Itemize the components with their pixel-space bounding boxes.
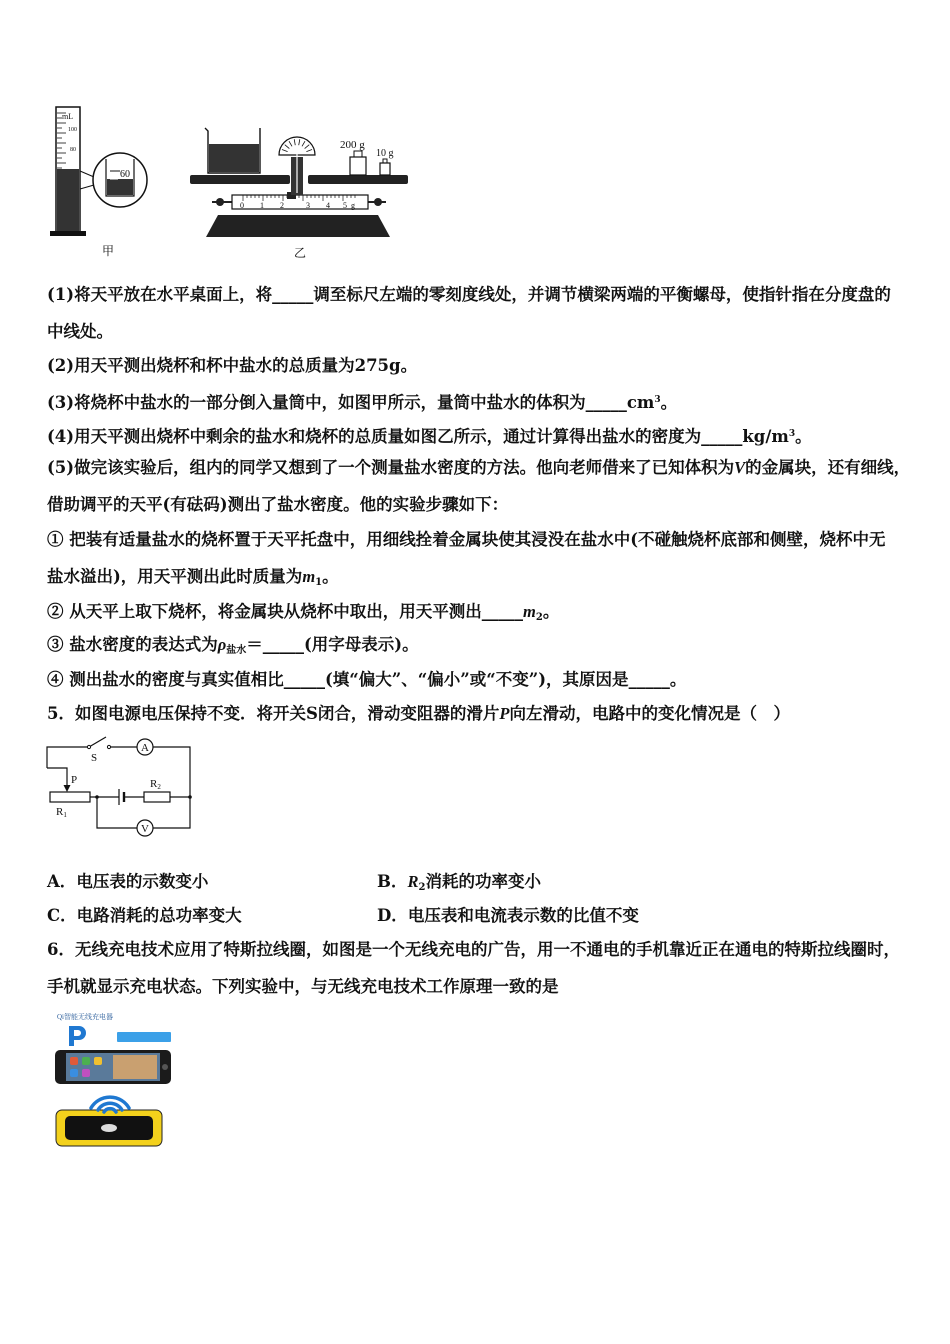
- q6-stem: [47, 938, 900, 962]
- circuit-diagram: [40, 730, 200, 842]
- phone-home-button: [162, 1064, 168, 1070]
- voltmeter-label: V: [141, 823, 149, 835]
- ammeter-label: A: [141, 742, 149, 754]
- step3-end: (用字母表示)。: [304, 635, 419, 654]
- zoom-reading: 60: [120, 169, 130, 180]
- figure-jia-cylinder: [50, 107, 147, 258]
- variable-subscript: 2: [535, 612, 543, 623]
- answer-blank: _____: [701, 427, 743, 446]
- cylinder-unit: mL: [62, 112, 74, 121]
- answer-blank: _____: [481, 602, 523, 621]
- part2-line: [47, 354, 417, 378]
- option-text: 电压表和电流表示数的比值不变: [407, 906, 639, 925]
- ad-badge: [117, 1032, 171, 1042]
- q6-stem-text-cont: 手机就显示充电状态。下列实验中，与无线充电技术工作原理一致的是: [47, 977, 559, 996]
- part5-line: [47, 456, 910, 480]
- ad-title: Qi智能无线充电器: [57, 1013, 113, 1021]
- resistor-label: [150, 778, 161, 791]
- option-key: B．: [377, 872, 408, 891]
- weight-200g: [350, 157, 366, 175]
- part4-end: 。: [795, 427, 812, 446]
- option-text: 电路消耗的总功率变大: [76, 906, 242, 925]
- answer-blank: _____: [585, 393, 627, 412]
- q5-option-b: [377, 870, 541, 894]
- step1-line-wrap: [47, 565, 339, 589]
- answer-blank: _____: [283, 670, 325, 689]
- part4-line: [47, 422, 812, 446]
- pan-right: [308, 175, 408, 184]
- phone-app-icon: [82, 1069, 90, 1077]
- figure-yi-balance: [190, 128, 408, 260]
- part1-text-end: 中线处。: [47, 322, 113, 341]
- weight-10g: [380, 163, 390, 175]
- phone-app-icon: [82, 1057, 90, 1065]
- cylinder-tick-label-80: 80: [70, 147, 76, 153]
- weight-label-200g: 200 g: [340, 139, 365, 151]
- rheostat-r1: [50, 792, 90, 802]
- step1-text: ① 把装有适量盐水的烧杯置于天平托盘中，用细线拴着金属块使其浸没在盐水中(不碰触烧杯底部和侧壁，烧杯中无: [47, 530, 886, 549]
- ad-phone: [55, 1050, 171, 1084]
- rheostat-subscript: 1: [63, 811, 67, 819]
- step4-end: 。: [669, 670, 687, 689]
- beam-scale-label-4: 4: [326, 201, 330, 210]
- variable-v: V: [734, 458, 746, 477]
- figure-label-yi: 乙: [294, 246, 307, 260]
- weight-200g-knob: [354, 151, 362, 157]
- equals-sign: ＝: [246, 635, 263, 654]
- part1-line-wrap: [47, 320, 113, 344]
- q5-stem-text: 5．如图电源电压保持不变．将开关S闭合，滑动变阻器的滑片: [47, 704, 500, 723]
- q5-option-a: [47, 870, 208, 894]
- part5-text-cont: 的金属块，还有细线，: [745, 458, 911, 477]
- beam-scale-label-3: 3: [306, 201, 310, 210]
- cylinder-liquid: [57, 169, 79, 231]
- junction-dot: [188, 795, 192, 799]
- rheostat-letter: R: [56, 806, 64, 818]
- step1-end: 。: [322, 567, 339, 586]
- pad-indicator: [101, 1124, 117, 1132]
- q5-option-d: [377, 904, 639, 928]
- step1-text-cont: 盐水溢出)，用天平测出此时质量为: [47, 567, 303, 586]
- option-text: 消耗的功率变小: [425, 872, 541, 891]
- switch-pivot: [87, 745, 90, 748]
- balance-base: [206, 215, 390, 237]
- option-key: C．: [47, 906, 77, 925]
- variable-subscript: 1: [315, 577, 323, 588]
- beam-scale-label-2: 2: [280, 201, 284, 210]
- part1-text-cont: 调至标尺左端的零刻度线处，并调节横梁两端的平衡螺母，使指针指在分度盘的: [313, 285, 891, 304]
- weight-label-10g: 10 g: [376, 148, 394, 159]
- beam-scale-label-1: 1: [260, 201, 264, 210]
- answer-blank: _____: [272, 285, 314, 304]
- variable-subscript: 盐水: [226, 645, 247, 656]
- zoom-pointer: [80, 171, 94, 189]
- rheostat-label: [56, 806, 67, 819]
- balance-beam-scale: [232, 195, 368, 209]
- wifi-icon: [91, 1097, 129, 1112]
- wire-slider: [47, 768, 67, 787]
- switch-blade: [89, 737, 106, 747]
- charging-pad: [56, 1110, 162, 1146]
- part3-line: [47, 388, 677, 412]
- slider-label: P: [71, 774, 78, 786]
- q5-stem-text-cont: 向左滑动，电路中的变化情况是（ ）: [509, 704, 790, 723]
- q5-option-c: [47, 904, 242, 928]
- phone-app-icon: [70, 1069, 78, 1077]
- variable-m: m: [523, 602, 536, 621]
- variable-r: R: [407, 872, 419, 891]
- unit-superscript: 3: [654, 395, 661, 405]
- junction-dot: [95, 795, 99, 799]
- step4-text: ④ 测出盐水的密度与真实值相比: [47, 670, 284, 689]
- switch-label: S: [91, 752, 98, 764]
- step4-line: [47, 668, 686, 692]
- figure-label-jia: 甲: [102, 244, 115, 258]
- beam-scale-label-5: 5: [343, 201, 347, 210]
- resistor-r2: [144, 792, 170, 802]
- switch-contact: [107, 745, 110, 748]
- ad-logo-icon: [69, 1026, 86, 1046]
- resistor-subscript: 2: [157, 783, 161, 791]
- pan-left: [190, 175, 290, 184]
- part1-text: (1)将天平放在水平桌面上，将: [47, 285, 273, 304]
- unit-superscript: 3: [788, 429, 796, 439]
- zoom-liquid: [107, 179, 133, 195]
- beam-scale-label-0: 0: [240, 201, 244, 210]
- phone-app-icon: [94, 1057, 102, 1065]
- figure-measurement: [40, 95, 420, 265]
- option-key: D．: [377, 906, 408, 925]
- part2-text: (2)用天平测出烧杯和杯中盐水的总质量为275g。: [47, 356, 418, 375]
- part5-line-wrap: [47, 493, 508, 517]
- variable-p: P: [499, 704, 510, 723]
- part4-text: (4)用天平测出烧杯中剩余的盐水和烧杯的总质量如图乙所示，通过计算得出盐水的密度为: [47, 427, 702, 446]
- wire-bottom-left: [97, 797, 137, 828]
- beaker-saltwater: [209, 144, 259, 172]
- q5-stem: [47, 702, 790, 726]
- part3-end: 。: [660, 393, 678, 412]
- variable-m: m: [302, 567, 316, 586]
- wireless-charger-ad: [53, 1008, 175, 1150]
- variable-rho: ρ: [217, 635, 227, 654]
- step3-line: [47, 633, 419, 657]
- part5-text: (5)做完该实验后，组内的同学又想到了一个测量盐水密度的方法。他向老师借来了已知体积为: [47, 458, 735, 477]
- variable-subscript: 2: [418, 882, 426, 893]
- part5-text-end: 借助调平的天平(有砝码)测出了盐水密度。他的实验步骤如下：: [47, 495, 509, 514]
- unit-kg-m: kg/m: [742, 427, 789, 446]
- step3-text: ③ 盐水密度的表达式为: [47, 635, 218, 654]
- unit-cm: cm: [626, 393, 655, 412]
- phone-wallpaper: [113, 1055, 157, 1079]
- q6-stem-wrap: [47, 975, 559, 999]
- q6-stem-text: 6．无线充电技术应用了特斯拉线圈，如图是一个无线充电的广告，用一不通电的手机靠近正在通电的特斯拉线圈时，: [47, 940, 900, 959]
- step2-end: 。: [542, 602, 560, 621]
- step2-line: [47, 600, 559, 624]
- resistor-letter: R: [150, 778, 158, 790]
- answer-blank: _____: [628, 670, 670, 689]
- wire-top-left: [47, 747, 88, 768]
- slider-arrow-head: [64, 785, 71, 792]
- step1-line: [47, 528, 886, 552]
- part3-text: (3)将烧杯中盐水的一部分倒入量筒中，如图甲所示，量筒中盐水的体积为: [47, 393, 586, 412]
- weight-10g-knob: [383, 159, 387, 163]
- part1-line: [47, 283, 891, 307]
- beam-scale-unit: g: [351, 201, 355, 210]
- option-key: A．: [47, 872, 77, 891]
- step2-text: ② 从天平上取下烧杯，将金属块从烧杯中取出，用天平测出: [47, 602, 482, 621]
- cylinder-base: [50, 231, 86, 236]
- phone-app-icon: [70, 1057, 78, 1065]
- option-text: 电压表的示数变小: [76, 872, 209, 891]
- step4-text-cont: (填“偏大”、“偏小”或“不变”)，其原因是: [325, 670, 629, 689]
- answer-blank: _____: [262, 635, 304, 654]
- cylinder-tick-label-100: 100: [68, 127, 77, 133]
